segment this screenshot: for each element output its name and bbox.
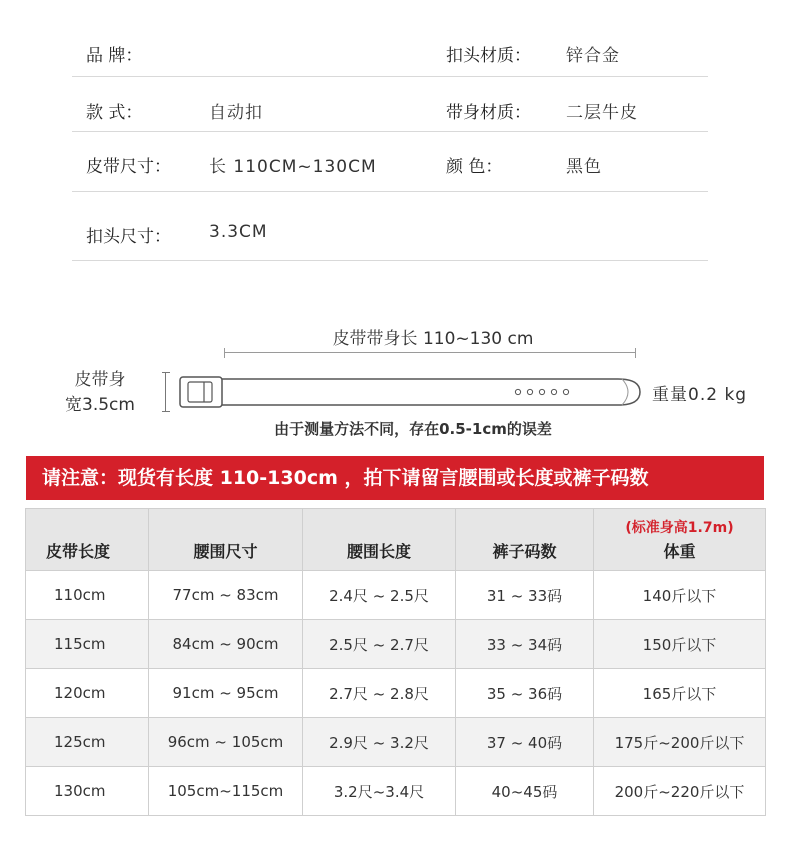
belt-size-label: 皮带尺寸：: [86, 157, 171, 177]
table-cell: 125cm: [26, 718, 149, 767]
belt-diagram: [0, 300, 790, 450]
color-label: 颜 色：: [446, 157, 503, 177]
table-row: [26, 620, 766, 669]
color-value: 黑色: [566, 157, 602, 177]
table-cell: 115cm: [26, 620, 149, 669]
table-row: [26, 767, 766, 816]
strap-hole-1: [515, 389, 520, 394]
table-cell: 2.7尺 ~ 2.8尺: [303, 669, 456, 718]
notice-banner: 请注意：现货有长度 110-130cm ，拍下请留言腰围或长度或裤子码数: [26, 456, 764, 500]
header-weight: [594, 509, 766, 571]
table-cell: 105cm~115cm: [149, 767, 303, 816]
table-cell: 96cm ~ 105cm: [149, 718, 303, 767]
table-cell: 110cm: [26, 571, 149, 620]
header-weight-subheader: (标准身高1.7m): [625, 520, 734, 536]
belt-size-value: 长 110CM~130CM: [209, 157, 377, 177]
brand-label: 品 牌：: [86, 46, 143, 66]
table-header-row: [26, 509, 766, 571]
table-cell: 130cm: [26, 767, 149, 816]
measurement-note: 由于测量方法不同，存在0.5-1cm的误差: [274, 420, 552, 438]
header-weight-label: 体重: [663, 542, 696, 561]
strap-material-value: 二层牛皮: [566, 103, 638, 123]
style-value: 自动扣: [209, 103, 263, 123]
spec-row-style: [72, 76, 708, 132]
header-pants-size: 裤子码数: [456, 509, 594, 571]
header-waist-length: 腰围长度: [303, 509, 456, 571]
size-table: [25, 508, 766, 816]
table-cell: 77cm ~ 83cm: [149, 571, 303, 620]
table-cell: 3.2尺~3.4尺: [303, 767, 456, 816]
spec-row-buckle: [72, 191, 708, 261]
table-cell: 37 ~ 40码: [456, 718, 594, 767]
buckle-inner-shape: [188, 382, 212, 402]
buckle-size-label: 扣头尺寸：: [86, 227, 171, 247]
buckle-material-value: 锌合金: [566, 46, 620, 66]
strap-hole-2: [527, 389, 532, 394]
belt-icon: [178, 372, 644, 412]
table-cell: 2.4尺 ~ 2.5尺: [303, 571, 456, 620]
table-row: [26, 571, 766, 620]
table-cell: 200斤~220斤以下: [594, 767, 766, 816]
belt-length-label: 皮带带身长 110~130 cm: [332, 329, 534, 349]
table-cell: 175斤~200斤以下: [594, 718, 766, 767]
table-cell: 2.9尺 ~ 3.2尺: [303, 718, 456, 767]
width-bracket: [162, 372, 170, 412]
spec-row-brand: [72, 30, 708, 77]
table-cell: 33 ~ 34码: [456, 620, 594, 669]
table-cell: 165斤以下: [594, 669, 766, 718]
table-cell: 35 ~ 36码: [456, 669, 594, 718]
table-cell: 91cm ~ 95cm: [149, 669, 303, 718]
table-cell: 84cm ~ 90cm: [149, 620, 303, 669]
style-label: 款 式：: [86, 103, 143, 123]
belt-width-label-line2: 宽3.5cm: [65, 395, 135, 415]
table-cell: 120cm: [26, 669, 149, 718]
belt-width-label: [52, 368, 148, 418]
table-row: [26, 669, 766, 718]
belt-weight-label: 重量0.2 kg: [652, 385, 748, 405]
strap-material-label: 带身材质：: [446, 103, 531, 123]
buckle-material-label: 扣头材质：: [446, 46, 531, 66]
header-waist-size: 腰围尺寸: [149, 509, 303, 571]
strap-hole-3: [539, 389, 544, 394]
buckle-size-value: 3.3CM: [209, 222, 268, 242]
strap-outline: [222, 379, 640, 405]
belt-width-label-line1: 皮带身: [74, 370, 126, 390]
table-row: [26, 718, 766, 767]
table-cell: 140斤以下: [594, 571, 766, 620]
strap-tip-curve: [622, 379, 628, 405]
spec-row-size: [72, 131, 708, 192]
length-dimension-line: [224, 352, 636, 353]
strap-hole-4: [551, 389, 556, 394]
strap-hole-5: [563, 389, 568, 394]
header-belt-length: 皮带长度: [26, 509, 149, 571]
table-cell: 40~45码: [456, 767, 594, 816]
table-cell: 31 ~ 33码: [456, 571, 594, 620]
table-cell: 2.5尺 ~ 2.7尺: [303, 620, 456, 669]
table-cell: 150斤以下: [594, 620, 766, 669]
